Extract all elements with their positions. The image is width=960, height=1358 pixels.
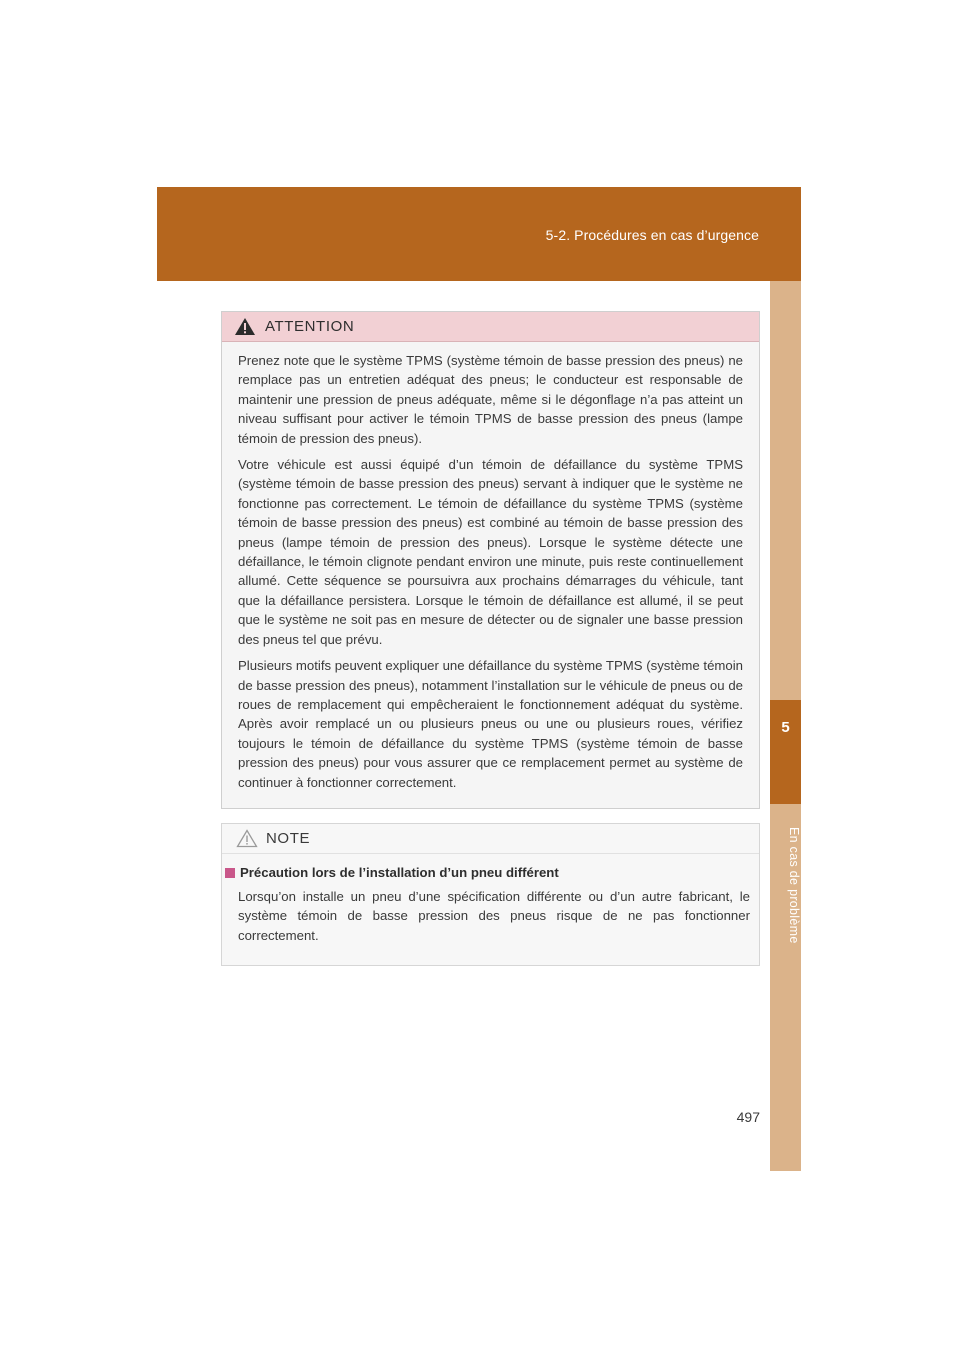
warning-triangle-icon	[234, 317, 256, 336]
section-title: 5-2. Procédures en cas d’urgence	[545, 227, 759, 243]
warning-header	[222, 312, 759, 342]
note-text: Lorsqu’on installe un pneu d’une spécification différente ou d’un autre fabricant, le système témoin de basse pression des pneus risque de ne pas fonctionner correctement.	[238, 889, 750, 943]
warning-body	[222, 342, 759, 792]
warning-paragraph: Votre véhicule est aussi équipé d’un témoin de défaillance du système TPMS (système témoin de basse pression des pneus) servant à indiquer que le système ne fonctionne pas correctement. Le témoin de défaillance du système TPMS (système témoin de basse pression des pneus) est combiné au témoin de basse pression des pneus (lampe témoin de pression des pneus). Lorsque le système détecte une défaillance, le témoin clignote pendant environ une minute, puis reste continuellement allumé. Cette séquence se poursuivra aux prochains démarrages du véhicule, tant que la défaillance persistera. Lorsque le témoin de défaillance est allumé, il se peut que le système ne soit pas en mesure de détecter ou de signaler une basse pression des pneus tel que prévu.	[238, 457, 743, 647]
page-number: 497	[736, 1109, 760, 1125]
chapter-number: 5	[781, 719, 790, 736]
note-heading	[225, 865, 752, 880]
warning-box	[221, 311, 760, 809]
note-title: NOTE	[266, 830, 311, 847]
note-header	[222, 824, 759, 854]
warning-paragraph: Plusieurs motifs peuvent expliquer une défaillance du système TPMS (système témoin de basse pression des pneus), notamment l’installation sur le véhicule de pneus ou de roues de remplacement qui empêcheraient le fonctionnement adéquat du système. Après avoir remplacé un ou plusieurs pneus ou une ou plusieurs roues, vérifiez toujours le témoin de défaillance du système TPMS (système témoin de basse pression des pneus) pour vous assurer que ce remplacement permet au système de continuer à fonctionner correctement.	[238, 658, 743, 790]
warning-title: ATTENTION	[265, 318, 355, 335]
note-body	[222, 854, 759, 945]
section-header	[157, 187, 801, 281]
note-box	[221, 823, 760, 966]
caution-triangle-outline-icon	[236, 829, 258, 848]
chapter-label: En cas de problème	[787, 826, 801, 944]
square-bullet-icon	[225, 868, 235, 878]
warning-paragraph: Prenez note que le système TPMS (système témoin de basse pression des pneus) ne remplace pas un entretien adéquat des pneus; le conducteur est responsable de maintenir une pression de pneus adéquate, même si le dégonflage n’a pas atteint un niveau suffisant pour activer le témoin TPMS de basse pression des pneus (lampe témoin de pression des pneus).	[238, 353, 743, 446]
note-heading-text: Précaution lors de l’installation d’un pneu différent	[240, 865, 559, 880]
chapter-side-tab-active	[770, 700, 801, 804]
